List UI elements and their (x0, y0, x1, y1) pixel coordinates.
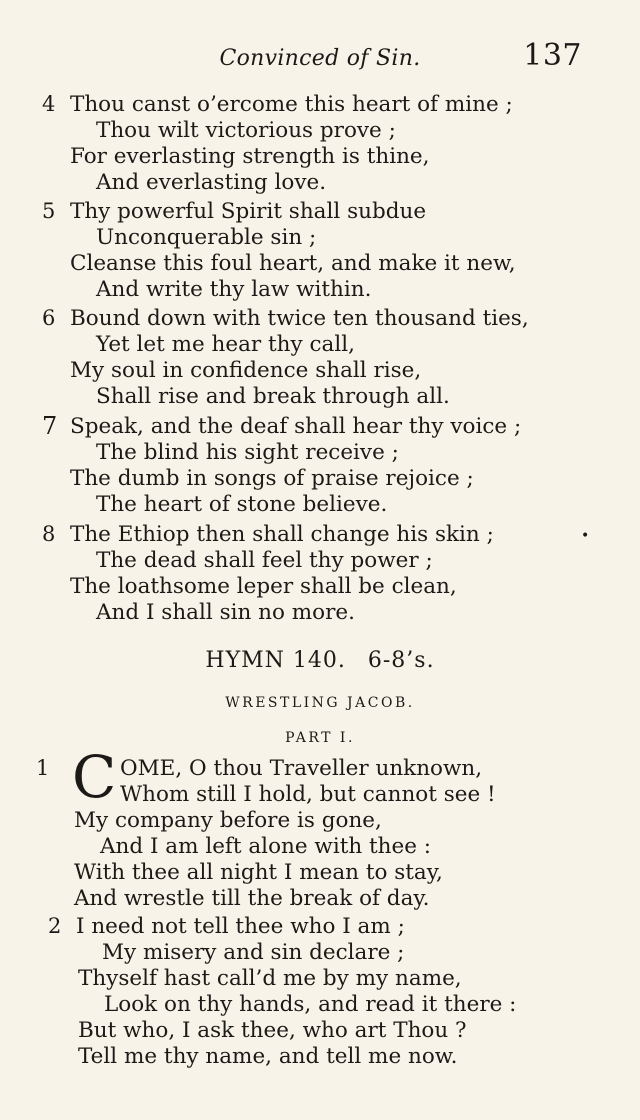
running-title: Convinced of Sin. (219, 46, 421, 71)
verse-number: 7 (42, 412, 58, 440)
page-number: 137 (523, 38, 582, 73)
verse-line: The dumb in songs of praise rejoice ; (70, 466, 474, 491)
verse-number: 2 (48, 914, 62, 938)
part-label: PART I. (285, 730, 355, 746)
verse-line: Yet let me hear thy call, (96, 332, 355, 357)
verse-line: Thy powerful Spirit shall subdue (70, 199, 427, 224)
verse-line: Cleanse this foul heart, and make it new, (70, 251, 516, 276)
verse-line: Speak, and the deaf shall hear thy voice ; (70, 414, 522, 439)
verse-line: The Ethiop then shall change his skin ; (70, 522, 494, 547)
verse-number: 4 (42, 92, 56, 116)
verse-number: 1 (36, 756, 50, 780)
verse-line: My misery and sin declare ; (102, 940, 405, 965)
verse-line: With thee all night I mean to stay, (74, 860, 443, 885)
verse-line: And I am left alone with thee : (100, 834, 432, 859)
verse-line: My soul in confidence shall rise, (70, 358, 422, 383)
verse-line: The blind his sight receive ; (96, 440, 399, 465)
verse-line: The dead shall feel thy power ; (96, 548, 433, 573)
verse-number: 6 (42, 306, 56, 330)
hymn-heading (0, 648, 640, 673)
verse-line: For everlasting strength is thine, (70, 144, 430, 169)
verse-line: Thou wilt victorious prove ; (96, 118, 396, 143)
verse-line: And everlasting love. (96, 170, 327, 195)
verse-line: Bound down with twice ten thousand ties, (70, 306, 529, 331)
verse-number: 8 (42, 522, 56, 546)
verse-line: My company before is gone, (74, 808, 382, 833)
ink-speck: • (581, 528, 590, 544)
verse-line: Shall rise and break through all. (96, 384, 450, 409)
verse-line: The heart of stone believe. (96, 492, 388, 517)
verse-line: Whom still I hold, but cannot see ! (120, 782, 496, 807)
verse-line: I need not tell thee who I am ; (76, 914, 405, 939)
hymn-title: WRESTLING JACOB. (225, 695, 415, 711)
verse-line: And wrestle till the break of day. (74, 886, 430, 911)
verse-line: The loathsome leper shall be clean, (70, 574, 457, 599)
verse-line: Look on thy hands, and read it there : (104, 992, 517, 1017)
verse-line: And I shall sin no more. (96, 600, 355, 625)
hymn-meter: 6-8’s. (367, 648, 435, 673)
hymn-number: HYMN 140. (205, 648, 346, 673)
verse-line: But who, I ask thee, who art Thou ? (78, 1018, 467, 1043)
verse-line: Unconquerable sin ; (96, 225, 317, 250)
verse-line: Thou canst o’ercome this heart of mine ; (70, 92, 513, 117)
verse-line: Thyself hast call’d me by my name, (78, 966, 462, 991)
verse-line: OME, O thou Traveller unknown, (120, 756, 483, 781)
verse-line: Tell me thy name, and tell me now. (78, 1044, 458, 1069)
drop-cap: C (72, 743, 117, 811)
verse-number: 5 (42, 199, 56, 223)
verse-line: And write thy law within. (96, 277, 372, 302)
